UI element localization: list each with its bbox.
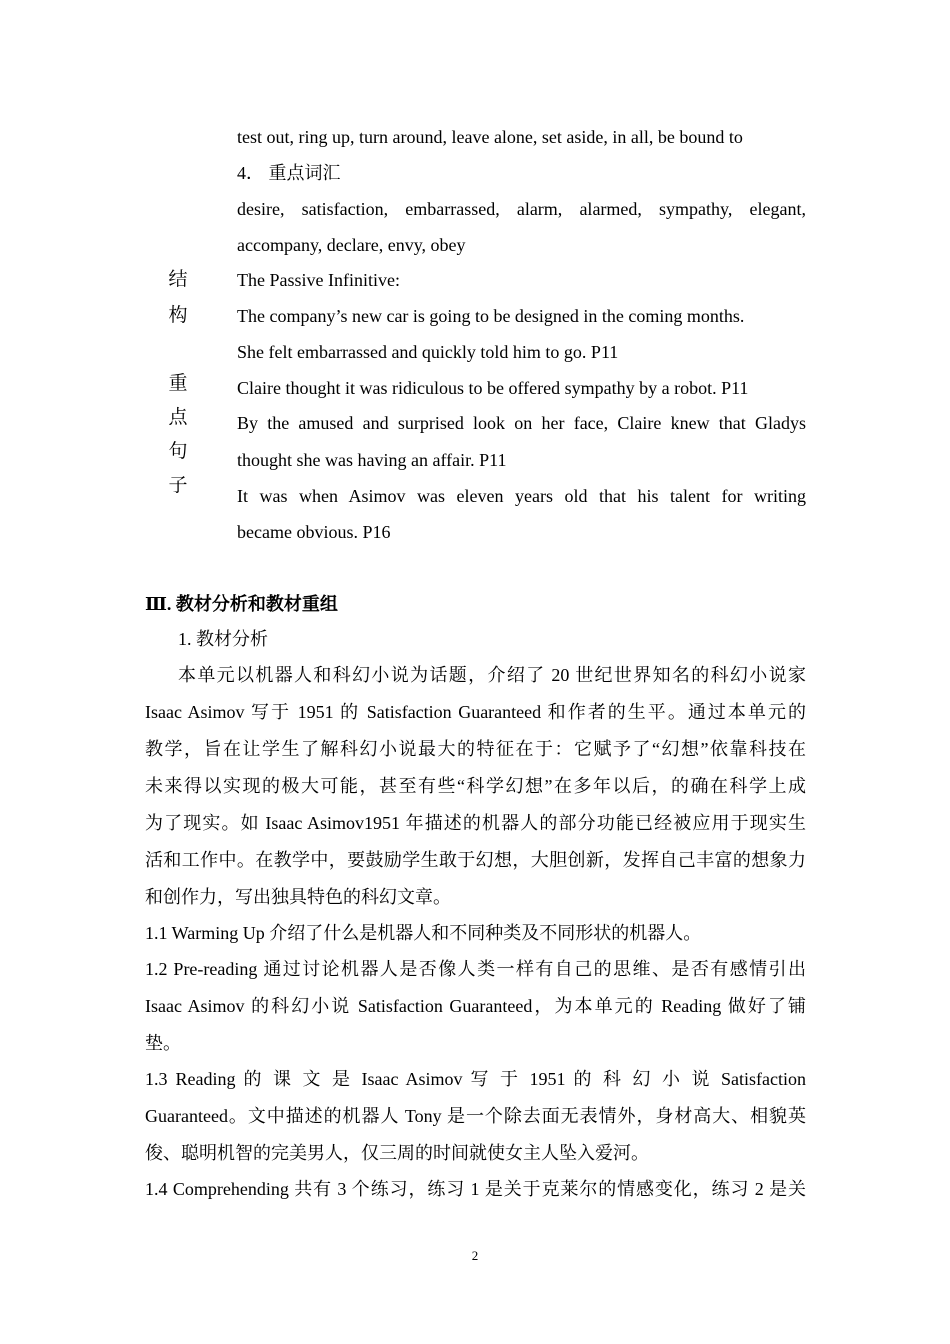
paragraph-line: 未来得以实现的极大可能，甚至有些“科学幻想”在多年以后，的确在科学上成 [145,776,806,796]
paragraph-line: 本单元以机器人和科幻小说为话题，介绍了 20 世纪世界知名的科幻小说家 [178,665,806,685]
paragraph-line: 教学，旨在让学生了解科幻小说最大的特征在于：它赋予了“幻想”依靠科技在 [145,739,806,759]
key-sentence-3-line-1: By the amused and surprised look on her face, Claire knew that Gladys [237,413,806,433]
item-1-2-line-2: Isaac Asimov 的科幻小说 Satisfaction Guaranteed，为本单元的 Reading 做好了铺 [145,996,806,1016]
paragraph-line: 活和工作中。在教学中，要鼓励学生敢于幻想，大胆创新，发挥自己丰富的想象力 [145,850,806,870]
structure-title: The Passive Infinitive: [237,270,400,290]
label-structure-char-1: 结 [168,269,188,290]
item-1-2-line-3: 垫。 [145,1033,181,1053]
key-sentence-1: She felt embarrassed and quickly told him to go. P11 [237,342,619,362]
paragraph-line: 为了现实。如 Isaac Asimov1951 年描述的机器人的部分功能已经被应用于现实生 [145,813,806,833]
label-key-char-4: 子 [168,475,188,496]
key-sentence-4-line-1: It was when Asimov was eleven years old that his talent for writing [237,486,806,506]
item-1-1: 1.1 Warming Up 介绍了什么是机器人和不同种类及不同形状的机器人。 [145,923,702,943]
item-1-4-line-1: 1.4 Comprehending 共有 3 个练习，练习 1 是关于克莱尔的情感变化，练习 2 是关 [145,1179,806,1199]
structure-example: The company’s new car is going to be designed in the coming months. [237,306,745,326]
key-sentence-2: Claire thought it was ridiculous to be offered sympathy by a robot. P11 [237,378,749,398]
section-heading: Ⅲ. 教材分析和教材重组 [145,594,338,614]
page-number: 2 [471,1248,479,1263]
section-subheading: 1. 教材分析 [178,629,268,649]
item-1-2-line-1: 1.2 Pre-reading 通过讨论机器人是否像人类一样有自己的思维、是否有感情引出 [145,959,806,979]
item-1-3-line-3: 俊、聪明机智的完美男人，仅三周的时间就使女主人坠入爱河。 [145,1143,649,1163]
key-sentence-3-line-2: thought she was having an affair. P11 [237,450,507,470]
paragraph-line: Isaac Asimov 写于 1951 的 Satisfaction Guaranteed 和作者的生平。通过本单元的 [145,702,806,722]
label-key-char-3: 句 [168,441,188,462]
vocab-line-1: desire, satisfaction, embarrassed, alarm, alarmed, sympathy, elegant, [237,199,806,219]
vocab-line-2: accompany, declare, envy, obey [237,235,466,255]
label-key-char-2: 点 [168,407,188,428]
label-structure-char-2: 构 [168,305,188,326]
item-1-3-line-1: 1.3 Reading 的 课 文 是 Isaac Asimov 写 于 1951 的 科 幻 小 说 Satisfaction [145,1069,806,1089]
paragraph-line: 和创作力，写出独具特色的科幻文章。 [145,887,451,907]
phrases-line: test out, ring up, turn around, leave alone, set aside, in all, be bound to [237,127,743,147]
item-1-3-line-2: Guaranteed。文中描述的机器人 Tony 是一个除去面无表情外，身材高大、相貌英 [145,1106,806,1126]
key-sentence-4-line-2: became obvious. P16 [237,522,391,542]
label-key-char-1: 重 [168,373,188,394]
vocab-heading: 4． 重点词汇 [237,163,341,183]
